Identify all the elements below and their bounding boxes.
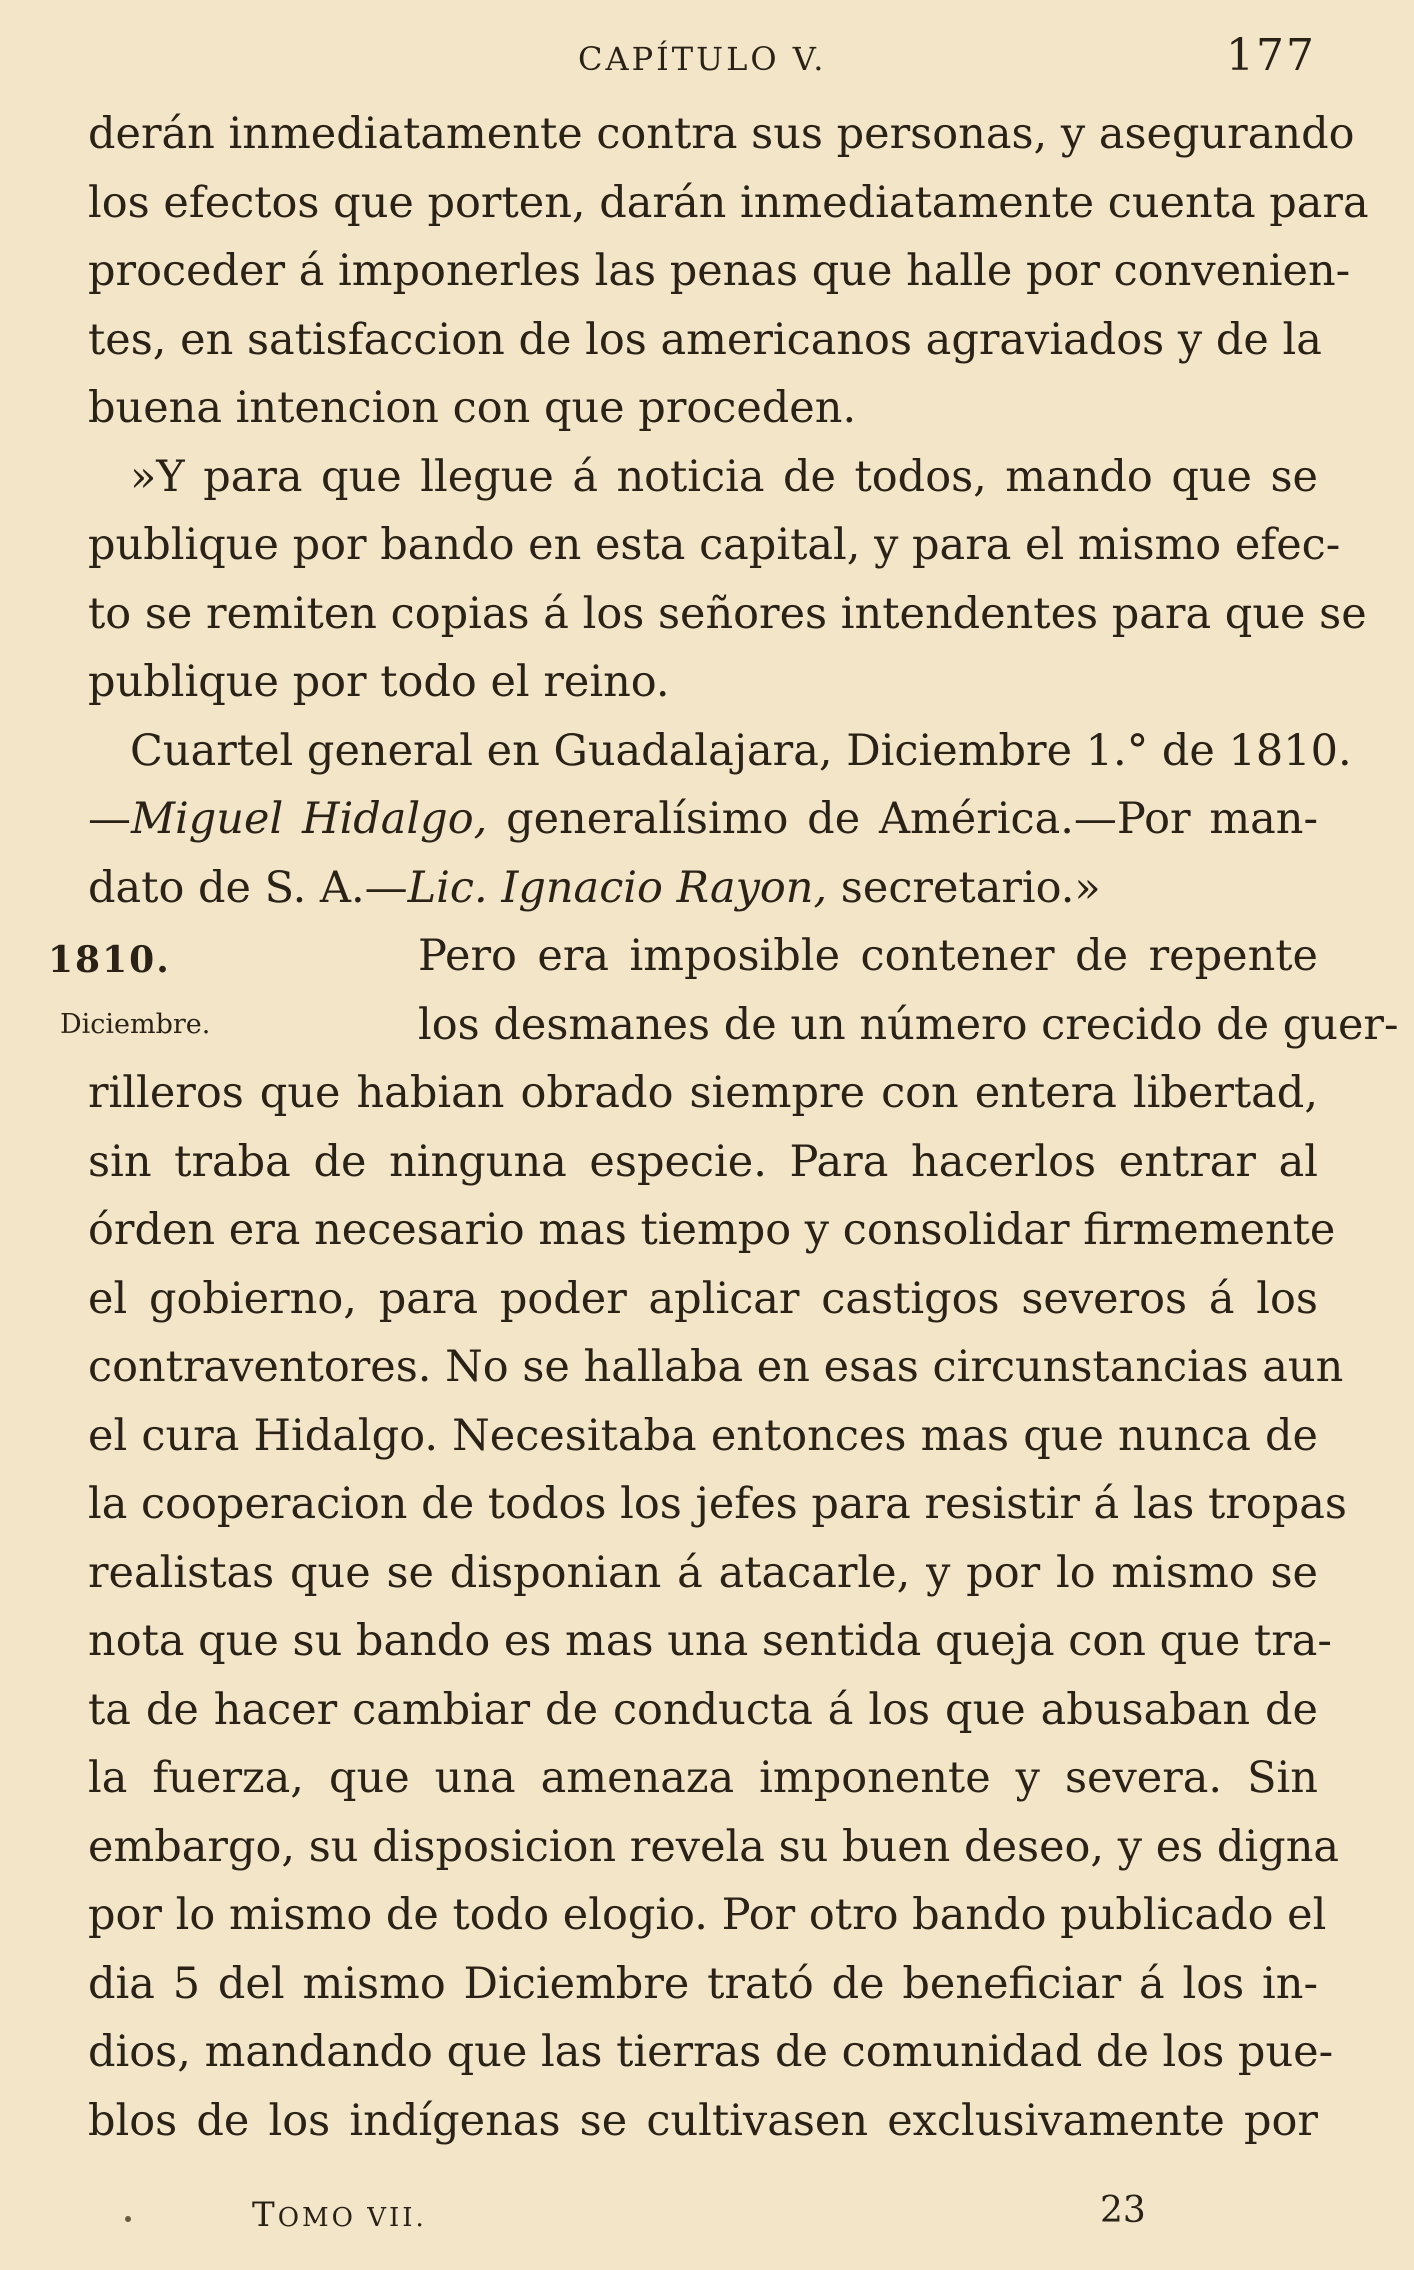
volume-initial: T <box>252 2195 278 2235</box>
text-line: to se remiten copias á los señores intendentes para que se <box>88 588 1367 639</box>
running-head <box>0 30 1414 90</box>
text-line <box>60 991 1399 1060</box>
text-line: »Y para que llegue á noticia de todos, mando que se <box>130 451 1318 502</box>
text-line: buena intencion con que proceden. <box>88 383 857 433</box>
text-line: sin traba de ninguna especie. Para hacerlos entrar al <box>88 1136 1318 1187</box>
text-line <box>88 854 1318 923</box>
text-line: nota que su bando es mas una sentida queja con que tra- <box>88 1616 1332 1666</box>
text-line: realistas que se disponian á atacarle, y por lo mismo se <box>88 1547 1318 1598</box>
text-line-content: los desmanes de un número crecido de guer- <box>418 999 1399 1050</box>
text-line: dios, mandando que las tierras de comunidad de los pue- <box>88 2027 1334 2077</box>
signature-mark: 23 <box>1100 2190 1146 2231</box>
text-line: proceder á imponerles las penas que halle por convenien- <box>88 246 1351 296</box>
text-line: contraventores. No se hallaba en esas circunstancias aun <box>88 1342 1344 1392</box>
text-line: ta de hacer cambiar de conducta á los que abusaban de <box>88 1684 1318 1735</box>
text-line <box>48 922 1318 991</box>
volume-rest: OMO VII. <box>277 2203 427 2233</box>
text-line: embargo, su disposicion revela su buen deseo, y es digna <box>88 1821 1340 1872</box>
bullet-mark <box>125 2216 131 2222</box>
text-line: la cooperacion de todos los jefes para resistir á las tropas <box>88 1479 1347 1529</box>
signatory-title: generalísimo de América.—Por man- <box>487 794 1318 844</box>
text-line: la fuerza, que una amenaza imponente y severa. Sin <box>88 1753 1318 1803</box>
secretary-name: Lic. Ignacio Rayon, <box>407 862 828 913</box>
text-line: los efectos que porten, darán inmediatamente cuenta para <box>88 177 1369 228</box>
text-line: el gobierno, para poder aplicar castigos severos á los <box>88 1273 1318 1324</box>
text-line: publique por bando en esta capital, y para el mismo efec- <box>88 520 1341 570</box>
mandate-text: dato de S. A.— <box>88 862 408 913</box>
sidenote-year: 1810. <box>48 939 171 981</box>
text-line: Cuartel general en Guadalajara, Diciembre 1.° de 1810. <box>130 725 1352 776</box>
secretary-title: secretario.» <box>827 862 1101 913</box>
text-line: blos de los indígenas se cultivasen exclusivamente por <box>88 2095 1318 2146</box>
text-line: dia 5 del mismo Diciembre trató de beneficiar á los in- <box>88 1958 1318 2009</box>
page-number: 177 <box>1226 30 1316 81</box>
signatory-name: Miguel Hidalgo, <box>131 794 488 844</box>
text-line: por lo mismo de todo elogio. Por otro bando publicado el <box>88 1890 1327 1940</box>
page-footer <box>0 2190 1414 2250</box>
text-line: rilleros que habian obrado siempre con entera libertad, <box>88 1068 1318 1118</box>
text-line-content: Pero era imposible contener de repente <box>418 931 1318 981</box>
text-line: publique por todo el reino. <box>88 657 670 707</box>
text-line: tes, en satisfaccion de los americanos agraviados y de la <box>88 314 1322 365</box>
body-text <box>48 100 1399 2155</box>
text-line: derán inmediatamente contra sus personas, y asegurando <box>88 109 1355 159</box>
text-line: órden era necesario mas tiempo y consolidar firmemente <box>88 1205 1336 1255</box>
sidenote-month: Diciembre. <box>60 1008 211 1040</box>
chapter-heading: CAPÍTULO V. <box>578 40 827 78</box>
dash: — <box>88 794 131 844</box>
volume-label <box>252 2195 427 2235</box>
text-line <box>88 785 1318 854</box>
text-line: el cura Hidalgo. Necesitaba entonces mas que nunca de <box>88 1410 1318 1461</box>
